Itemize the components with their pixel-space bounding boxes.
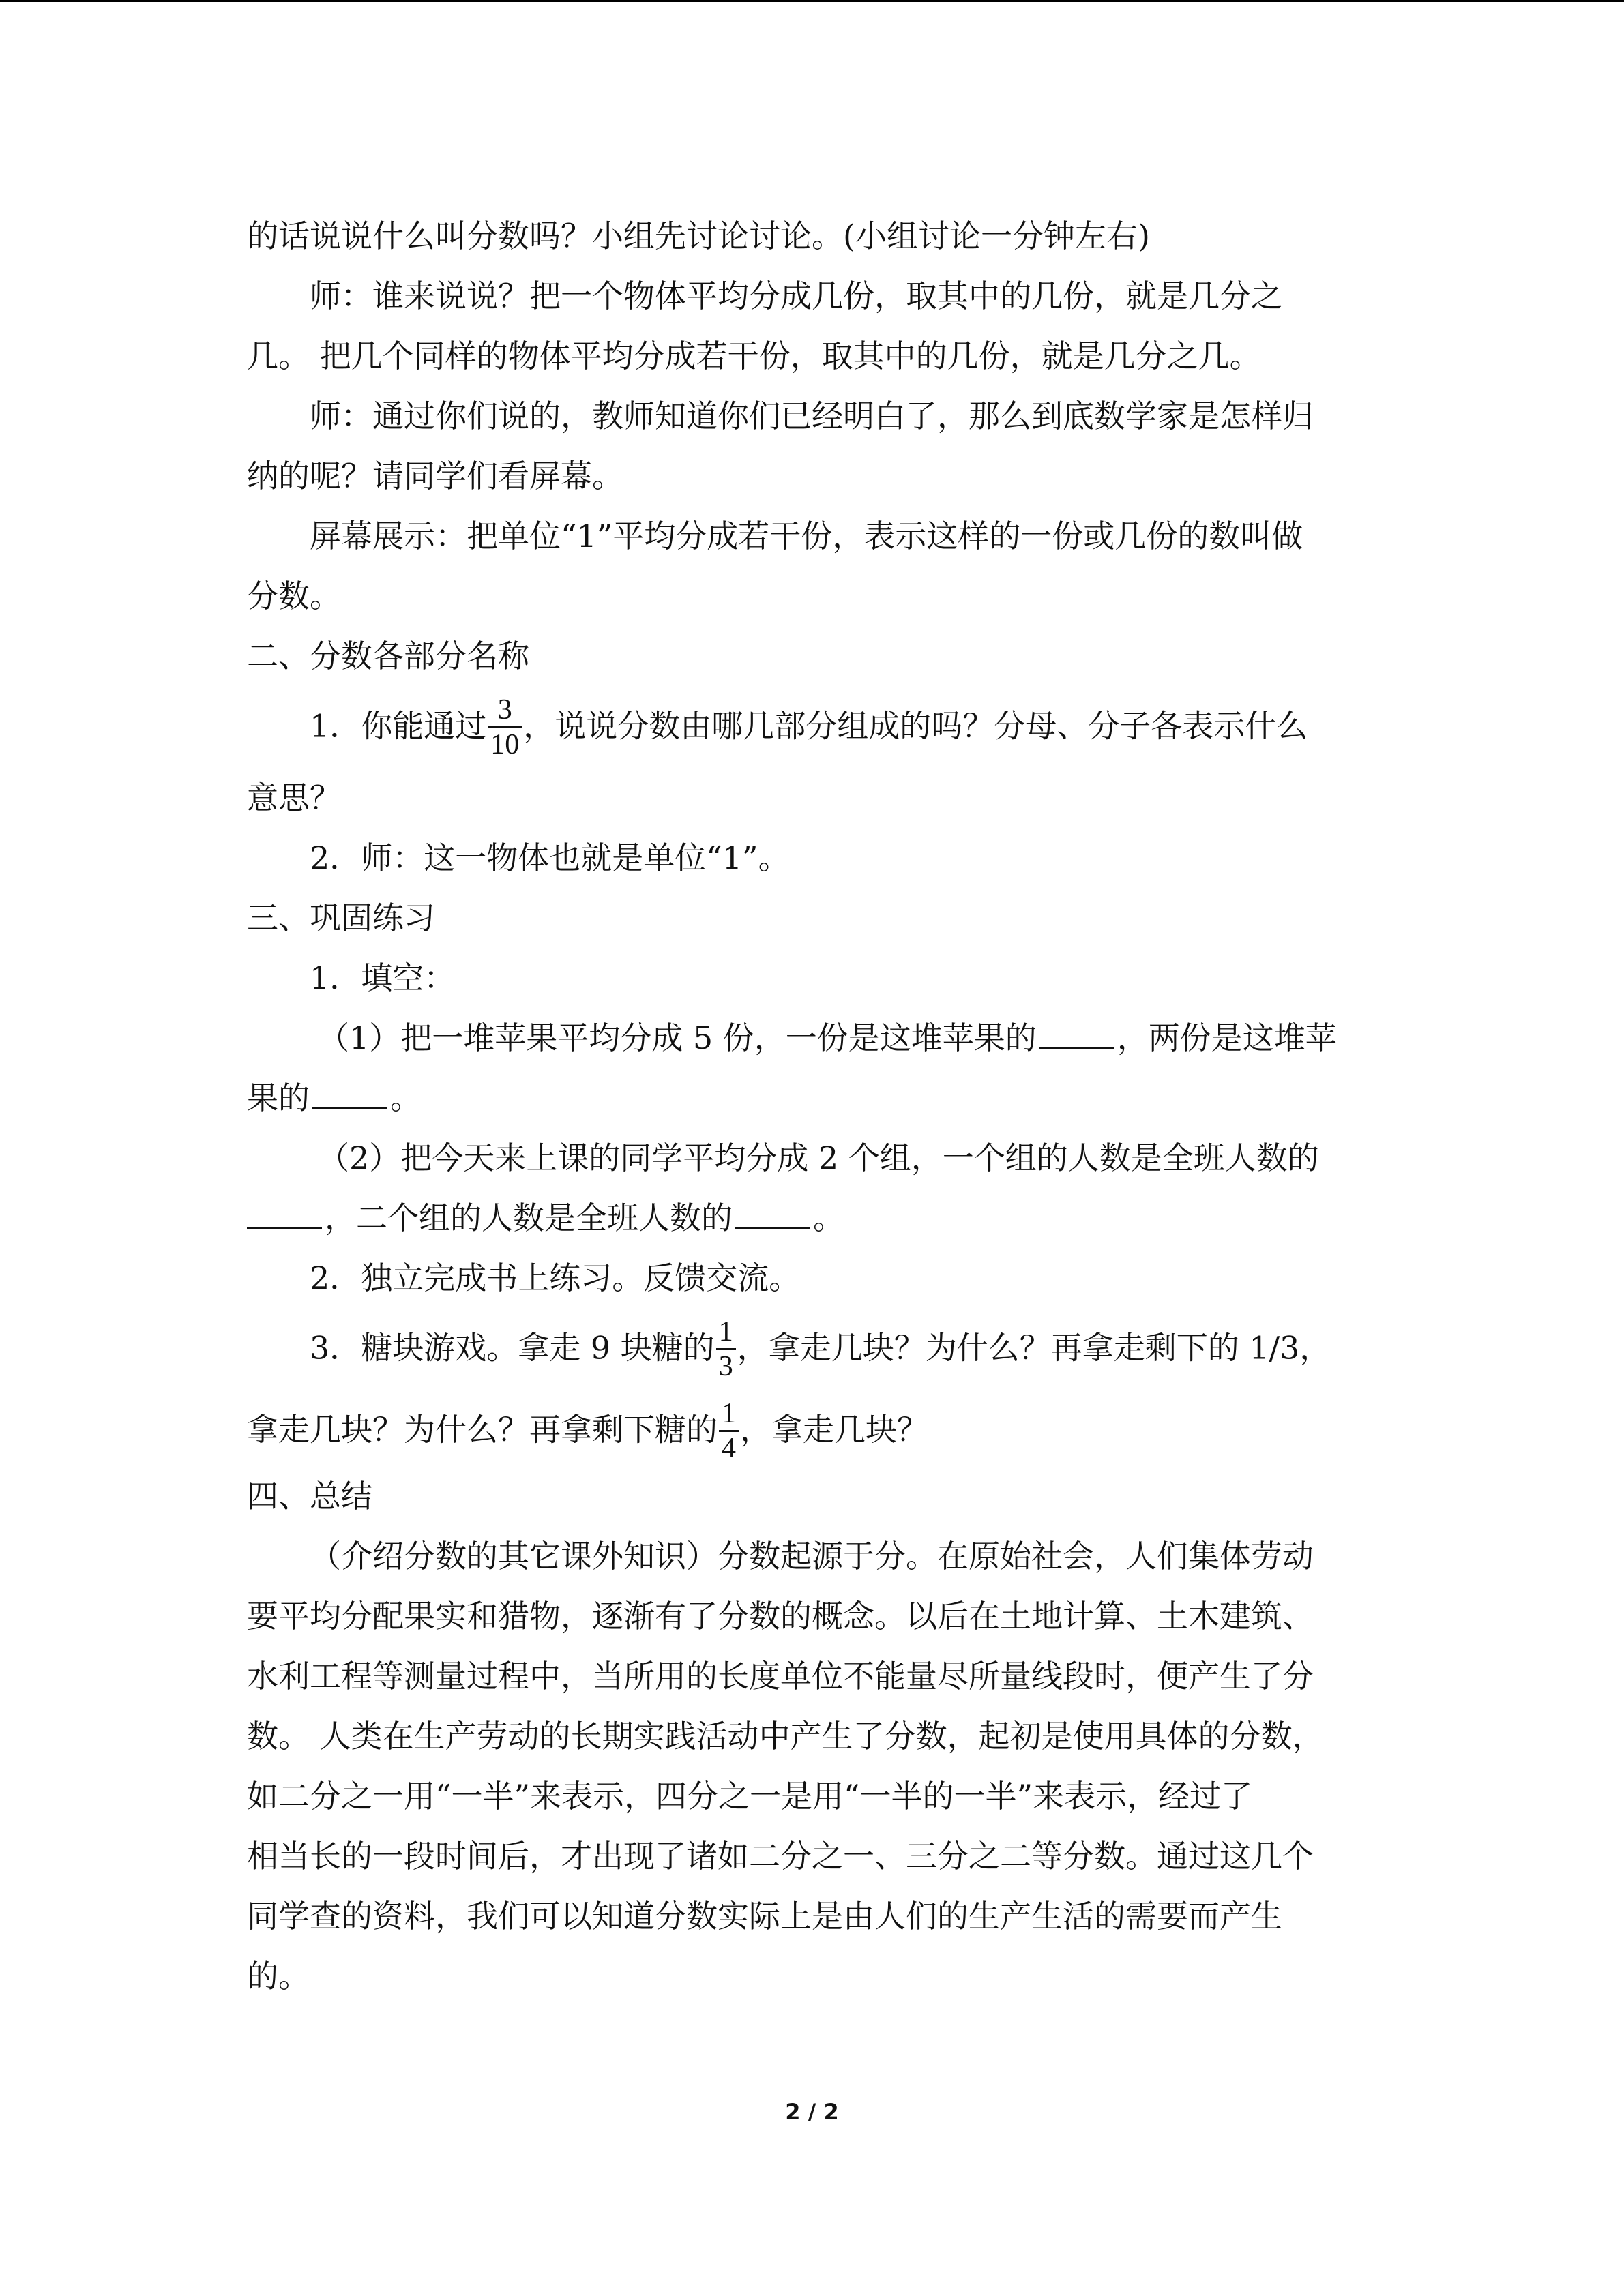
fraction <box>719 1398 739 1464</box>
exercise-line <box>318 1017 1337 1058</box>
paragraph-line: 师：通过你们说的，教师知道你们已经明白了，那么到底数学家是怎样归 <box>310 398 1314 434</box>
text-run: 1．你能通过 <box>310 707 487 745</box>
paragraph-line: 数。 人类在生产劳动的长期实践活动中产生了分数，起初是使用具体的分数， <box>247 1718 1324 1755</box>
paragraph-line: 同学查的资料，我们可以知道分数实际上是由人们的生产生活的需要而产生 <box>247 1898 1282 1935</box>
paragraph-line: 2．师：这一物体也就是单位“1”。 <box>310 839 790 876</box>
paragraph-line: 几。 把几个同样的物体平均分成若干份，取其中的几份，就是几分之几。 <box>247 338 1261 374</box>
exercise-line <box>247 1398 928 1464</box>
page-number: 2 / 2 <box>785 2099 839 2125</box>
paragraph-line: 屏幕展示：把单位“1”平均分成若干份，表示这样的一份或几份的数叫做 <box>310 518 1303 554</box>
text-run: ，拿走几块？为什么？再拿走剩下的 1/3， <box>737 1329 1331 1367</box>
text-run: ，两份是这堆苹 <box>1117 1019 1337 1056</box>
question-line <box>310 694 1308 760</box>
paragraph-line: 的话说说什么叫分数吗？小组先讨论讨论。(小组讨论一分钟左右) <box>247 218 1150 254</box>
text-run: 果的 <box>247 1079 310 1116</box>
fraction-bar <box>716 1348 736 1350</box>
paragraph-line: 意思？ <box>247 779 341 816</box>
answer-blank <box>1039 1019 1114 1049</box>
fraction-denominator: 3 <box>718 1351 733 1382</box>
paragraph-line: 要平均分配果实和猎物，逐渐有了分数的概念。以后在土地计算、土木建筑、 <box>247 1598 1314 1635</box>
paragraph-line: 分数。 <box>247 578 341 614</box>
paragraph-line: 相当长的一段时间后，才出现了诸如二分之一、三分之二等分数。通过这几个 <box>247 1838 1314 1875</box>
paragraph-line: 2．独立完成书上练习。反馈交流。 <box>310 1259 801 1296</box>
fraction-bar <box>719 1430 739 1432</box>
paragraph-line: 的。 <box>247 1958 310 1995</box>
page-top-border <box>0 0 1624 2</box>
paragraph-line: 水利工程等测量过程中，当所用的长度单位不能量尽所量线段时，便产生了分 <box>247 1658 1314 1695</box>
paragraph-line: 纳的呢？请同学们看屏幕。 <box>247 458 623 494</box>
answer-blank <box>312 1079 387 1109</box>
fraction-numerator: 1 <box>722 1398 736 1429</box>
fraction <box>488 694 522 760</box>
exercise-line <box>247 1077 422 1118</box>
section-heading: 二、分数各部分名称 <box>247 638 529 674</box>
fraction-denominator: 10 <box>490 729 520 760</box>
text-run: ，说说分数由哪几部分组成的吗？分母、分子各表示什么 <box>523 707 1308 745</box>
exercise-line <box>247 1197 844 1238</box>
fraction-numerator: 1 <box>718 1316 733 1347</box>
paragraph-line: （2）把今天来上课的同学平均分成 2 个组，一个组的人数是全班人数的 <box>318 1139 1319 1176</box>
text-run: （1）把一堆苹果平均分成 5 份，一份是这堆苹果的 <box>318 1019 1037 1056</box>
paragraph-line: 如二分之一用“一半”来表示，四分之一是用“一半的一半”来表示，经过了 <box>247 1778 1253 1815</box>
paragraph-line: 1．填空： <box>310 959 456 996</box>
fraction-bar <box>488 726 522 728</box>
answer-blank <box>247 1199 322 1229</box>
fraction <box>716 1316 736 1382</box>
exercise-line <box>310 1316 1331 1382</box>
text-run: ，拿走几块？ <box>740 1411 928 1448</box>
fraction-denominator: 4 <box>722 1433 736 1464</box>
text-run: 3．糖块游戏。拿走 9 块糖的 <box>310 1329 715 1367</box>
paragraph-line: 师：谁来说说？把一个物体平均分成几份，取其中的几份，就是几分之 <box>310 278 1282 314</box>
fraction-numerator: 3 <box>497 694 512 726</box>
answer-blank <box>735 1199 810 1229</box>
text-run: 。 <box>813 1199 844 1236</box>
section-heading: 三、巩固练习 <box>247 899 435 936</box>
text-run: 拿走几块？为什么？再拿剩下糖的 <box>247 1411 718 1448</box>
text-run: ，二个组的人数是全班人数的 <box>325 1199 733 1236</box>
text-run: 。 <box>390 1079 422 1116</box>
section-heading: 四、总结 <box>247 1478 372 1515</box>
paragraph-line: （介绍分数的其它课外知识）分数起源于分。在原始社会，人们集体劳动 <box>310 1538 1314 1575</box>
